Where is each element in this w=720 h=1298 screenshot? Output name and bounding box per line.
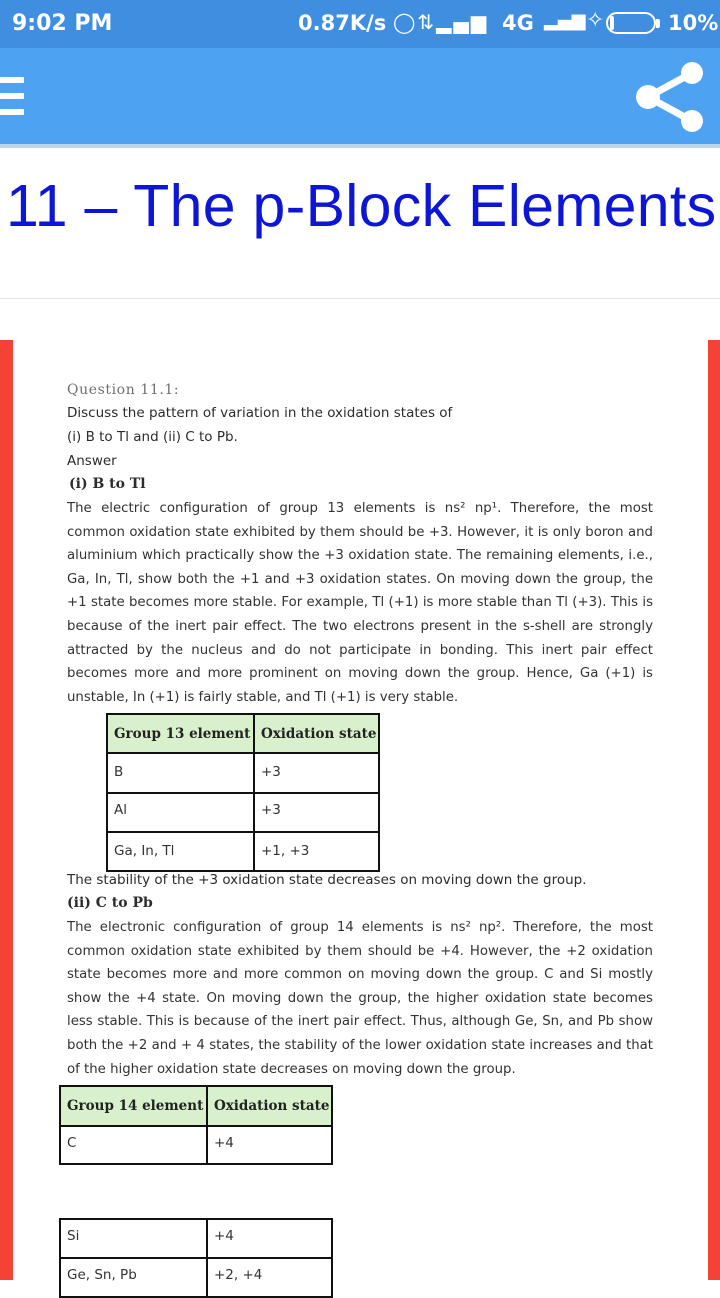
app-bar-shadow [0,144,720,148]
network-speed: 0.87K/s [298,11,387,35]
group14-table-continued [59,1218,333,1298]
signal-icon: ▂▄▆ [436,10,489,34]
status-time: 9:02 PM [12,11,113,36]
signal-strength-icon: ▂▄▆ [544,10,586,31]
group13-table [106,713,380,872]
table-cell: +4 [207,1219,332,1258]
answer-label: Answer [67,453,117,469]
table-header-cell: Group 14 element [60,1086,207,1126]
table-cell: Si [60,1219,207,1258]
hamburger-menu-icon[interactable] [0,77,24,115]
alarm-off-icon: ◯ [393,10,418,34]
table-header-cell: Oxidation state [207,1086,332,1126]
part1-heading: (i) B to Tl [69,476,146,492]
table-row [60,1219,332,1258]
table-cell: Ge, Sn, Pb [60,1258,207,1297]
group14-table [59,1085,333,1165]
question-text-line-2: (i) B to Tl and (ii) C to Pb. [67,429,238,445]
network-type: 4G [502,11,534,35]
left-accent-bar [0,340,13,1280]
status-icons [393,10,488,34]
table-row [107,793,379,832]
battery-percent: 10% [668,11,719,35]
battery-level [610,16,614,30]
table-cell: +3 [254,793,379,832]
app-bar [0,48,720,144]
table-cell: +2, +4 [207,1258,332,1297]
title-divider [0,298,720,299]
table-row [107,753,379,793]
share-icon[interactable] [634,62,708,132]
table-cell: +3 [254,753,379,793]
question-label: Question 11.1: [67,382,180,398]
part1-paragraph: The electric configuration of group 13 elements is ns² np¹. Therefore, the most common oxidation state exhibited by them should be +3. However, it is only boron and aluminium which practically show the +3 oxidation state. The remaining elements, i.e., Ga, In, Tl, show both the +1 and +3 oxidation states. On moving down the group, the +1 state becomes more stable. For example, Tl (+1) is more stable than Tl (+3). This is because of the inert pair effect. The two electrons present in the s-shell are strongly attracted by the nucleus and do not participate in bonding. This inert pair effect becomes more and more prominent on moving down the group. Hence, Ga (+1) is unstable, In (+1) is fairly stable, and Tl (+1) is very stable. [67,501,653,705]
table-row [60,1258,332,1297]
part1-conclusion: The stability of the +3 oxidation state decreases on moving down the group. [67,872,587,888]
charging-icon: ✧ [586,8,605,33]
table-cell: Al [107,793,254,832]
status-bar [0,0,720,48]
table-row [60,1126,332,1164]
table-cell: Ga, In, Tl [107,832,254,871]
table-header-cell: Group 13 element [107,714,254,753]
part2-heading: (ii) C to Pb [67,895,153,911]
table-row [107,832,379,871]
table-header-cell: Oxidation state [254,714,379,753]
table-cell: C [60,1126,207,1164]
battery-icon [606,12,656,34]
question-text-line-1: Discuss the pattern of variation in the oxidation states of [67,405,453,421]
right-accent-bar [708,340,720,1280]
page-title: 11 – The p-Block Elements [6,173,717,239]
table-cell: +4 [207,1126,332,1164]
part2-paragraph: The electronic configuration of group 14 elements is ns² np². Therefore, the most common oxidation state exhibited by them should be +4. However, the +2 oxidation state becomes more and more common on moving down the group. C and Si mostly show the +4 state. On moving down the group, the higher oxidation state becomes less stable. This is because of the inert pair effect. Thus, although Ge, Sn, and Pb show both the +2 and + 4 states, the stability of the lower oxidation state increases and that of the higher oxidation state decreases on moving down the group. [67,920,653,1077]
table-cell: B [107,753,254,793]
table-cell: +1, +3 [254,832,379,871]
data-transfer-icon: ⇅ [417,10,437,34]
